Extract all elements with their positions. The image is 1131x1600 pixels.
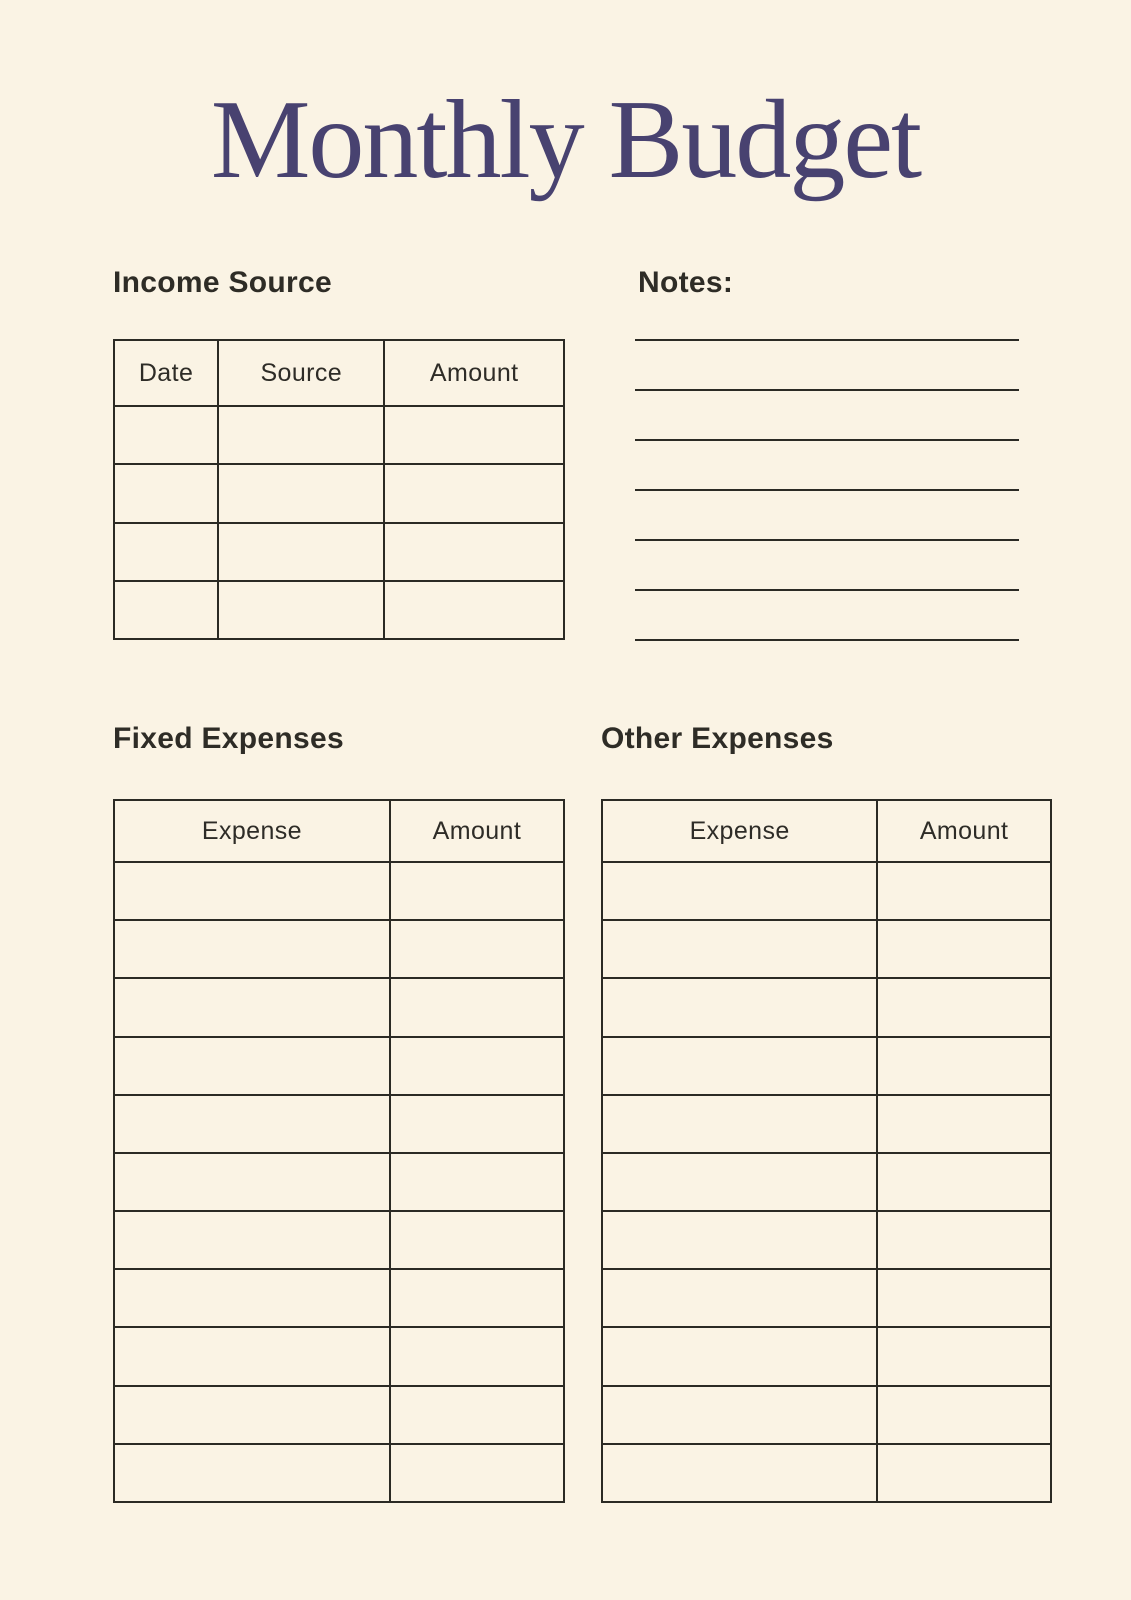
table-row (602, 1269, 1051, 1327)
table-cell (384, 464, 564, 522)
table-cell (218, 464, 384, 522)
table-cell (114, 464, 218, 522)
table-row (114, 1444, 564, 1502)
table-row (602, 920, 1051, 978)
table-row (114, 1095, 564, 1153)
table-cell (114, 406, 218, 464)
table-cell (114, 978, 390, 1036)
table-cell (877, 920, 1051, 978)
table-cell (602, 1386, 877, 1444)
table-cell (390, 1211, 564, 1269)
income-source-heading: Income Source (113, 266, 332, 299)
table-row (114, 1327, 564, 1385)
table-cell (390, 920, 564, 978)
column-header: Expense (114, 800, 390, 862)
table-cell (877, 1095, 1051, 1153)
table-row (602, 1037, 1051, 1095)
table-cell (602, 1211, 877, 1269)
column-header: Source (218, 340, 384, 406)
table-row (602, 1211, 1051, 1269)
table-cell (390, 1153, 564, 1211)
table-cell (602, 1444, 877, 1502)
table-row (114, 464, 564, 522)
table-row (114, 862, 564, 920)
table-cell (877, 1153, 1051, 1211)
table-cell (877, 1211, 1051, 1269)
table-row (602, 978, 1051, 1036)
table-cell (602, 1269, 877, 1327)
notes-line (635, 539, 1019, 541)
table-cell (877, 1269, 1051, 1327)
other-expenses-heading: Other Expenses (601, 722, 834, 755)
table-cell (218, 406, 384, 464)
table-row (114, 1153, 564, 1211)
table-row (602, 1153, 1051, 1211)
table-cell (390, 978, 564, 1036)
table-cell (602, 920, 877, 978)
table-row (114, 406, 564, 464)
table-cell (877, 978, 1051, 1036)
table-row (602, 1095, 1051, 1153)
notes-line (635, 339, 1019, 341)
table-cell (390, 1444, 564, 1502)
table-cell (114, 523, 218, 581)
table-cell (218, 523, 384, 581)
table-row (114, 978, 564, 1036)
table-header-row (114, 340, 564, 406)
table-cell (114, 1386, 390, 1444)
table-row (114, 523, 564, 581)
table-row (114, 1037, 564, 1095)
table-cell (877, 1444, 1051, 1502)
column-header: Amount (877, 800, 1051, 862)
table-cell (384, 406, 564, 464)
fixed-expenses-table (113, 799, 565, 1503)
table-cell (390, 1269, 564, 1327)
table-cell (390, 1327, 564, 1385)
notes-heading: Notes: (638, 266, 734, 299)
table-cell (114, 862, 390, 920)
table-row (114, 920, 564, 978)
table-cell (877, 1037, 1051, 1095)
table-row (114, 581, 564, 639)
column-header: Amount (390, 800, 564, 862)
table-cell (390, 1386, 564, 1444)
fixed-expenses-heading: Fixed Expenses (113, 722, 344, 755)
table-cell (877, 1327, 1051, 1385)
column-header: Expense (602, 800, 877, 862)
table-cell (384, 523, 564, 581)
table-cell (114, 1037, 390, 1095)
table-cell (877, 862, 1051, 920)
table-row (602, 862, 1051, 920)
notes-ruled-lines (635, 339, 1019, 643)
table-header-row (602, 800, 1051, 862)
notes-line (635, 389, 1019, 391)
table-cell (114, 1444, 390, 1502)
other-expenses-table (601, 799, 1052, 1503)
table-cell (390, 1095, 564, 1153)
page-title: Monthly Budget (210, 78, 921, 202)
table-cell (114, 1095, 390, 1153)
notes-line (635, 439, 1019, 441)
table-header-row (114, 800, 564, 862)
table-cell (114, 1153, 390, 1211)
table-cell (114, 1211, 390, 1269)
table-cell (602, 1037, 877, 1095)
table-row (602, 1327, 1051, 1385)
table-cell (602, 862, 877, 920)
notes-line (635, 589, 1019, 591)
table-cell (602, 978, 877, 1036)
table-cell (877, 1386, 1051, 1444)
table-cell (390, 862, 564, 920)
income-source-table (113, 339, 565, 640)
table-row (114, 1211, 564, 1269)
notes-line (635, 489, 1019, 491)
notes-line (635, 639, 1019, 641)
table-row (114, 1386, 564, 1444)
table-cell (218, 581, 384, 639)
table-row (602, 1386, 1051, 1444)
table-row (114, 1269, 564, 1327)
table-cell (602, 1327, 877, 1385)
column-header: Date (114, 340, 218, 406)
table-row (602, 1444, 1051, 1502)
table-cell (114, 920, 390, 978)
table-cell (114, 1269, 390, 1327)
table-cell (114, 581, 218, 639)
table-cell (602, 1153, 877, 1211)
table-cell (602, 1095, 877, 1153)
table-cell (390, 1037, 564, 1095)
table-cell (384, 581, 564, 639)
table-cell (114, 1327, 390, 1385)
column-header: Amount (384, 340, 564, 406)
